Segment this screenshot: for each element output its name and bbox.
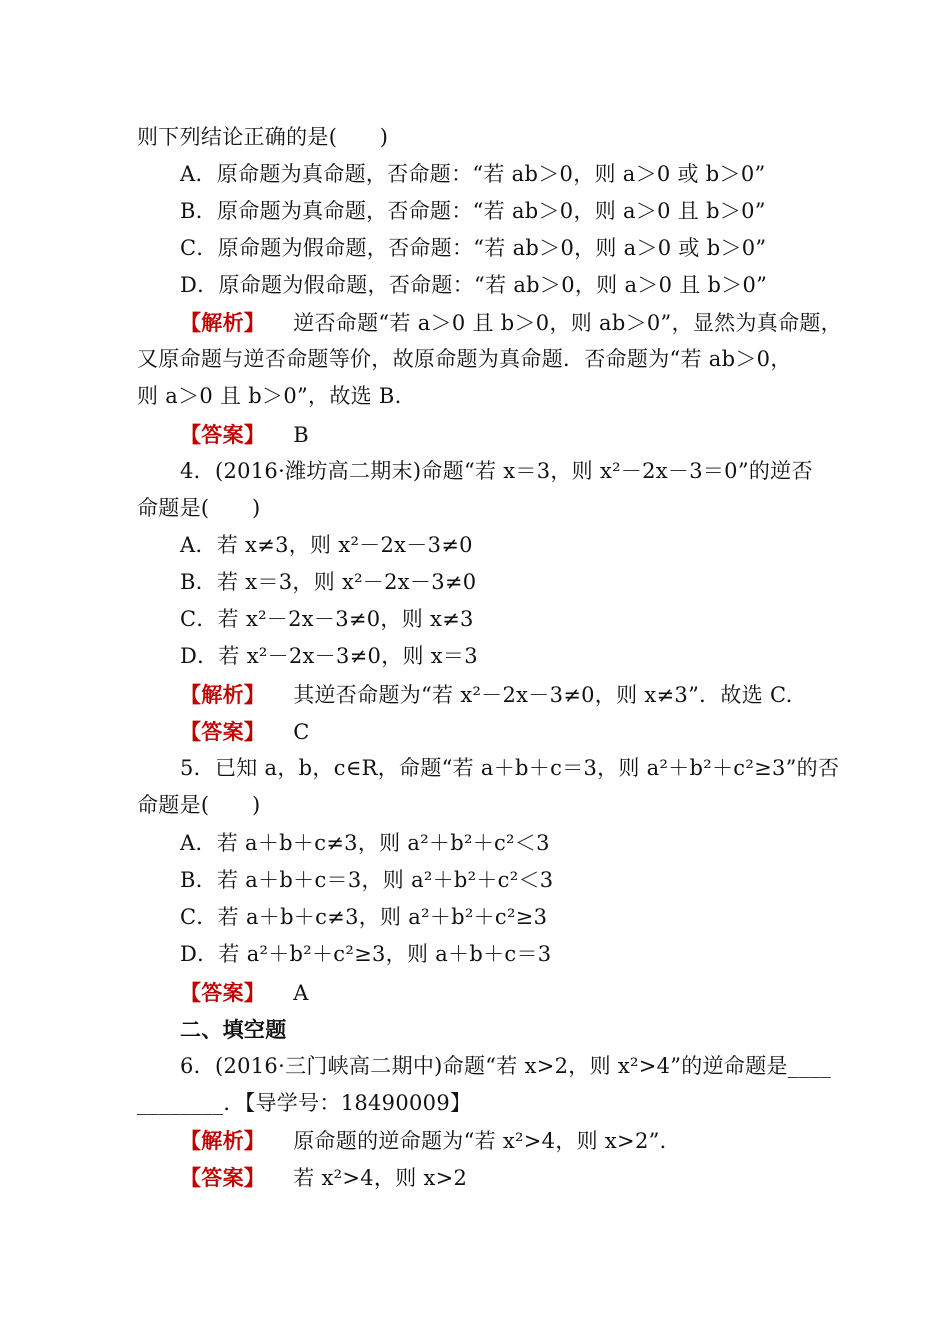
q3-option-a: A．原命题为真命题，否命题：“若 ab＞0，则 a＞0 或 b＞0” [180,162,766,186]
q3-analysis-line-2: 又原命题与逆否命题等价，故原命题为真命题．否命题为“若 ab＞0， [137,347,792,371]
q3-stem-end: 则下列结论正确的是( ) [137,125,389,149]
q4-analysis-text: 其逆否命题为“若 x²－2x－3≠0，则 x≠3”．故选 C. [293,683,793,707]
section-title-fill-blank: 二、填空题 [180,1017,287,1042]
q4-analysis-tag: 【解析】 [180,682,266,707]
q4-option-b: B．若 x＝3，则 x²－2x－3≠0 [180,570,477,594]
q3-answer: B [293,423,309,447]
q4-stem-line-2: 命题是( ) [137,496,261,520]
q5-option-c: C．若 a＋b＋c≠3，则 a²＋b²＋c²≥3 [180,905,548,929]
q6-analysis-tag: 【解析】 [180,1128,266,1153]
q6-analysis-text: 原命题的逆命题为“若 x²>4，则 x>2”． [293,1129,681,1153]
q6-answer-tag: 【答案】 [180,1165,266,1190]
q5-stem-line-2: 命题是( ) [137,793,261,817]
q3-option-b: B．原命题为真命题，否命题：“若 ab＞0，则 a＞0 且 b＞0” [180,199,766,223]
q6-stem-line-1: 6．(2016·三门峡高二期中)命题“若 x>2，则 x²>4”的逆命题是____ [180,1054,832,1078]
q4-answer-tag: 【答案】 [180,719,266,744]
q3-analysis-line-1 [180,304,870,341]
q3-answer-tag: 【答案】 [180,422,266,447]
q3-answer-line [180,416,870,453]
q3-analysis-text-1: 逆否命题“若 a＞0 且 b＞0，则 ab＞0”，显然为真命题， [293,311,842,335]
q3-analysis-line-3: 则 a＞0 且 b＞0”，故选 B. [137,384,402,408]
q5-stem-line-1: 5．已知 a，b，c∈R，命题“若 a＋b＋c＝3，则 a²＋b²＋c²≥3”的否 [180,756,840,780]
q3-option-d: D．原命题为假命题，否命题：“若 ab＞0，则 a＞0 且 b＞0” [180,273,768,297]
q3-analysis-tag: 【解析】 [180,310,266,335]
q4-option-c: C．若 x²－2x－3≠0，则 x≠3 [180,607,474,631]
q5-option-b: B．若 a＋b＋c＝3，则 a²＋b²＋c²＜3 [180,868,554,892]
q4-stem-line-1: 4．(2016·潍坊高二期末)命题“若 x＝3，则 x²－2x－3＝0”的逆否 [180,459,813,483]
q6-answer: 若 x²>4，则 x>2 [293,1166,468,1190]
q6-stem-line-2: ________．【导学号：18490009】 [137,1091,472,1115]
q3-option-c: C．原命题为假命题，否命题：“若 ab＞0，则 a＞0 或 b＞0” [180,236,767,260]
q6-answer-line [180,1159,870,1196]
q4-answer: C [293,720,310,744]
q4-answer-line [180,713,870,750]
q6-analysis-line [180,1122,870,1159]
q4-analysis-line [180,676,870,713]
q5-option-d: D．若 a²＋b²＋c²≥3，则 a＋b＋c＝3 [180,942,552,966]
q5-answer-line [180,974,870,1011]
q5-option-a: A．若 a＋b＋c≠3，则 a²＋b²＋c²＜3 [180,831,550,855]
q4-option-a: A．若 x≠3，则 x²－2x－3≠0 [180,533,473,557]
q5-answer: A [293,981,309,1005]
q5-answer-tag: 【答案】 [180,980,266,1005]
q4-option-d: D．若 x²－2x－3≠0，则 x＝3 [180,644,478,668]
